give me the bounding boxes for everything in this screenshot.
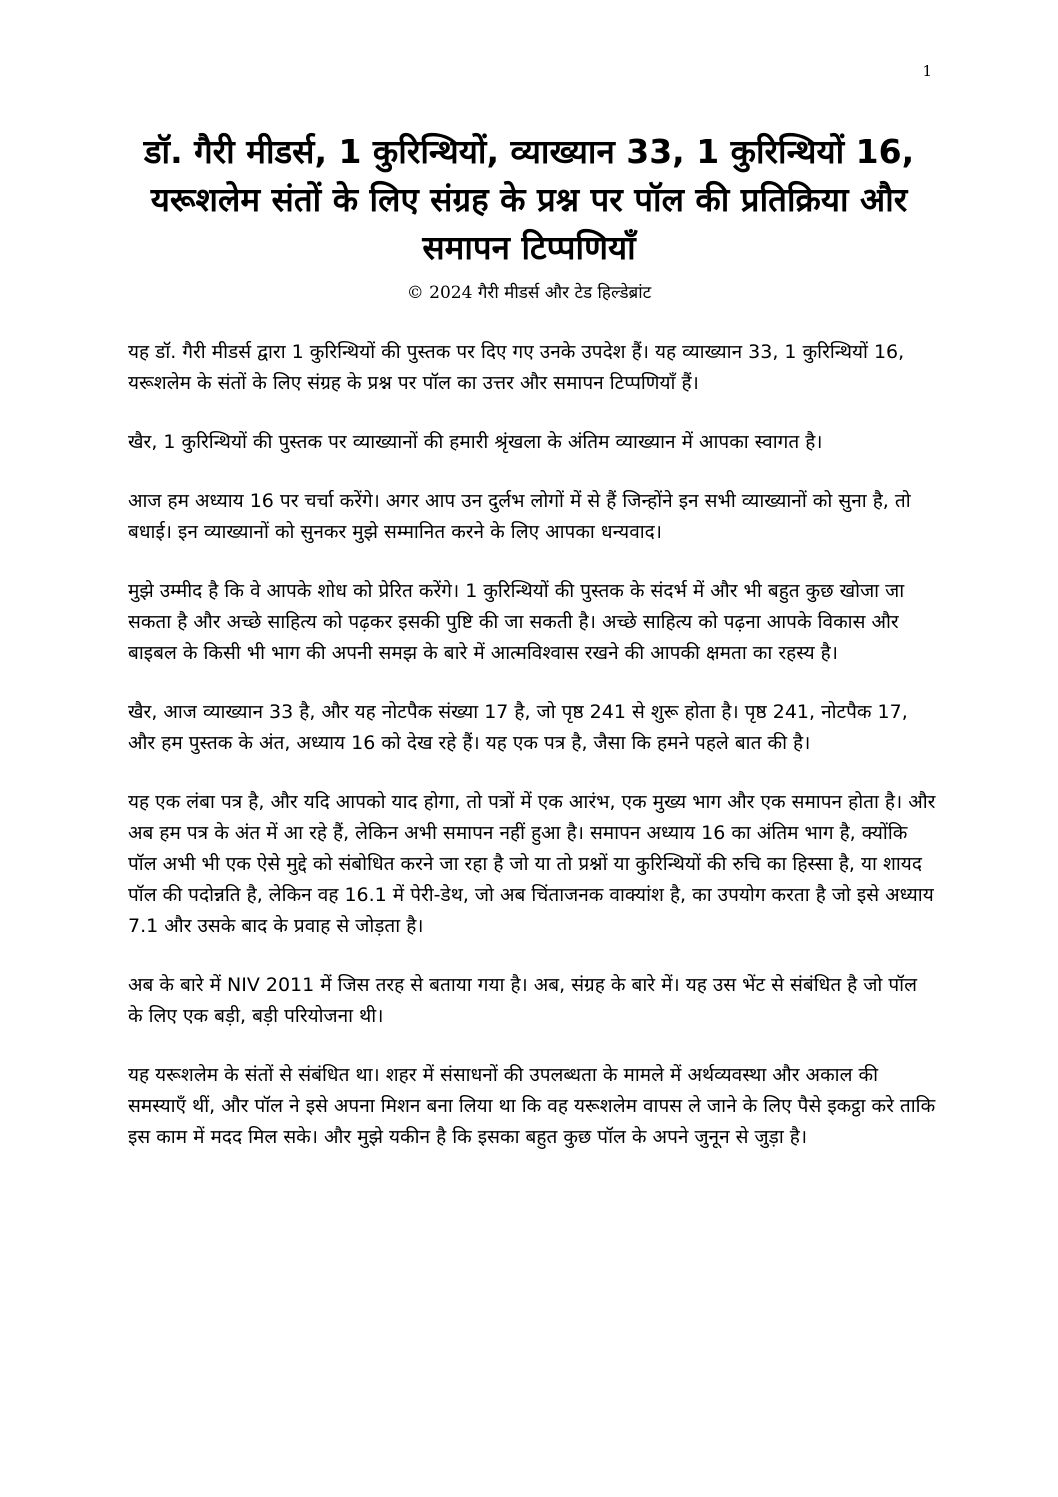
paragraph: मुझे उम्मीद है कि वे आपके शोध को प्रेरित करेंगे। 1 कुरिन्थियों की पुस्तक के संदर्भ में और भी बहुत कुछ खोजा जा सकता है और अच्छे साहित्य को पढ़कर इसकी पुष्टि की जा सकती है। अच्छे साहित्य को पढ़ना आपके विकास और बाइबल के किसी भी भाग की अपनी समझ के बारे में आत्मविश्वास रखने की आपकी क्षमता का रहस्य है।: [128, 580, 905, 664]
copyright-line: © 2024 गैरी मीडर्स और टेड हिल्डेब्रांट: [406, 283, 652, 303]
paragraph: यह एक लंबा पत्र है, और यदि आपको याद होगा, तो पत्रों में एक आरंभ, एक मुख्य भाग और एक समापन होता है। और अब हम पत्र के अंत में आ रहे हैं, लेकिन अभी समापन नहीं हुआ है। समापन अध्याय 16 का अंतिम भाग है, क्योंकि पॉल अभी भी एक ऐसे मुद्दे को संबोधित करने जा रहा है जो या तो प्रश्नों या कुरिन्थियों की रुचि का हिस्सा है, या शायद पॉल की पदोन्नति है, लेकिन वह 16.1 में पेरी-डेथ, जो अब चिंताजनक वाक्यांश है, का उपयोग करता है जो इसे अध्याय 7.1 और उसके बाद के प्रवाह से जोड़ता है।: [128, 791, 936, 937]
paragraph: खैर, 1 कुरिन्थियों की पुस्तक पर व्याख्यानों की हमारी श्रृंखला के अंतिम व्याख्यान में आपका स्वागत है।: [128, 431, 823, 453]
page-number: 1: [922, 62, 932, 80]
document-body: [128, 337, 936, 1181]
paragraph: खैर, आज व्याख्यान 33 है, और यह नोटपैक संख्या 17 है, जो पृष्ठ 241 से शुरू होता है। पृष्ठ 241, नोटपैक 17, और हम पुस्तक के अंत, अध्याय 16 को देख रहे हैं। यह एक पत्र है, जैसा कि हमने पहले बात की है।: [128, 701, 908, 754]
paragraph: आज हम अध्याय 16 पर चर्चा करेंगे। अगर आप उन दुर्लभ लोगों में से हैं जिन्होंने इन सभी व्याख्यानों को सुना है, तो बधाई। इन व्याख्यानों को सुनकर मुझे सम्मानित करने के लिए आपका धन्यवाद।: [128, 490, 911, 543]
paragraph: यह डॉ. गैरी मीडर्स द्वारा 1 कुरिन्थियों की पुस्तक पर दिए गए उनके उपदेश हैं। यह व्याख्यान 33, 1 कुरिन्थियों 16, यरूशलेम के संतों के लिए संग्रह के प्रश्न पर पॉल का उत्तर और समापन टिप्पणियाँ हैं।: [128, 341, 905, 394]
document-title: डॉ. गैरी मीडर्स, 1 कुरिन्थियों, व्याख्यान 33, 1 कुरिन्थियों 16, यरूशलेम संतों के लिए संग्रह के प्रश्न पर पॉल की प्रतिक्रिया और समापन टिप्पणियाँ: [143, 132, 915, 267]
paragraph: अब के बारे में NIV 2011 में जिस तरह से बताया गया है। अब, संग्रह के बारे में। यह उस भेंट से संबंधित है जो पॉल के लिए एक बड़ी, बड़ी परियोजना थी।: [128, 974, 917, 1027]
paragraph: यह यरूशलेम के संतों से संबंधित था। शहर में संसाधनों की उपलब्धता के मामले में अर्थव्यवस्था और अकाल की समस्याएँ थीं, और पॉल ने इसे अपना मिशन बना लिया था कि वह यरूशलेम वापस ले जाने के लिए पैसे इकट्ठा करे ताकि इस काम में मदद मिल सके। और मुझे यकीन है कि इसका बहुत कुछ पॉल के अपने जुनून से जुड़ा है।: [128, 1064, 936, 1148]
